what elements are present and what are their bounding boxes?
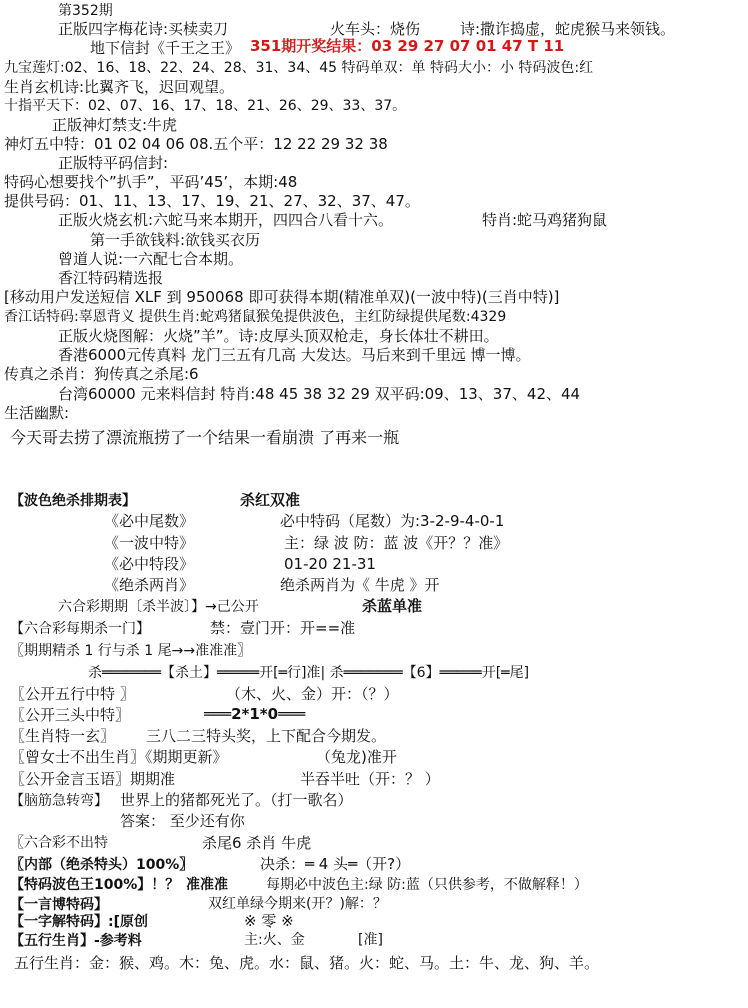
first-hand: 第一手欲钱料:欲钱买衣历 bbox=[90, 231, 261, 249]
lamp-forbidden: 正版神灯禁支:牛虎 bbox=[52, 116, 178, 134]
madam-zeng-label: 〖曾女士不出生肖〗《期期更新》 bbox=[10, 748, 228, 766]
madam-zeng-value: （兔龙)准开 bbox=[316, 748, 397, 766]
kill-two-value: 绝杀两肖为《 牛虎 》开 bbox=[280, 576, 440, 594]
wave-table-title: 【波色绝杀排期表】 bbox=[10, 493, 136, 509]
xiangjiang-code: 香江话特码:辜恩背义 提供生肖:蛇鸡猪鼠猴兔提供波色，主红防绿提供尾数:4329 bbox=[4, 309, 507, 325]
fax-kill: 传真之杀肖：狗传真之杀尾:6 bbox=[4, 365, 199, 383]
half-wave-label: 六合彩期期〔杀半波〕】→己公开 bbox=[58, 599, 259, 615]
internal-kill-value: 决杀：═ 4 头═（开?） bbox=[260, 855, 411, 873]
zodiac-mystery-label: 〖生肖特一玄〗 bbox=[10, 727, 116, 745]
no-special-label: 〖六合彩不出特 bbox=[10, 835, 108, 851]
kill-element-row: 杀═══════【杀土】═════开[═行]准| 杀═══════【6】═════开[═尾] bbox=[88, 665, 530, 681]
five-elements-label: 〖公开五行中特 〗 bbox=[10, 685, 135, 703]
special-zodiac: 特肖:蛇马鸡猪狗鼠 bbox=[482, 211, 608, 229]
envelope-title: 正版特平码信封: bbox=[58, 154, 169, 172]
golden-words-label: 〖公开金言玉语〗期期准 bbox=[10, 770, 176, 788]
sms-line: [移动用户发送短信 XLF 到 950068 即可获得本期(精准单双)(一波中特)(三肖中特)] bbox=[4, 288, 560, 306]
plum-poem: 正版四字梅花诗:买椟卖刀 bbox=[58, 20, 229, 38]
poem-line: 诗:撒诈捣虚，蛇虎猴马来领钱。 bbox=[460, 20, 676, 38]
daoren-said: 曾道人说:一六配七合本期。 bbox=[58, 250, 244, 268]
xiangjiang-title: 香江特码精选报 bbox=[58, 269, 164, 287]
humor-joke: 今天哥去捞了漂流瓶捞了一个结果一看崩溃 了再来一瓶 bbox=[10, 428, 400, 447]
lamp-five: 神灯五中特：01 02 04 06 08.五个平：12 22 29 32 38 bbox=[4, 135, 388, 153]
wave-king-label: 【特码波色王100%】！？ bbox=[10, 877, 180, 893]
wave-king-accurate: 准准准 bbox=[186, 877, 228, 893]
provided-numbers: 提供号码：01、11、13、17、19、21、27、32、37、47。 bbox=[4, 192, 420, 210]
kill-door-value: 禁：壹门开：开==准 bbox=[210, 619, 356, 637]
wave-king-value: 每期必中波色主:绿 防:蓝（只供参考，不做解释！） bbox=[266, 877, 588, 893]
must-tail-label: 《必中尾数》 bbox=[104, 512, 195, 530]
fire-mystery: 正版火烧玄机:六蛇马来本期开，四四合八看十六。 bbox=[58, 211, 394, 229]
five-zodiac-main: 主:火、金 bbox=[244, 932, 305, 948]
internal-kill-label: 〖内部（绝杀特头）100%〗 bbox=[10, 857, 194, 873]
must-tail-value: 必中特码（尾数）为:3-2-9-4-0-1 bbox=[280, 512, 505, 530]
three-head-value: ═══2*1*0═══ bbox=[204, 705, 306, 723]
one-word-value: 双红单绿今期来(开？)解：？ bbox=[208, 896, 387, 912]
kill-row-tail: 〖期期精杀 1 行与杀 1 尾→→准准准〗 bbox=[10, 643, 252, 659]
riddle-question: 世界上的猪都死光了。（打一歌名） bbox=[120, 791, 353, 809]
one-wave-label: 《一波中特》 bbox=[104, 534, 195, 552]
one-char-label: 【一字解特码】:[原创 bbox=[10, 914, 148, 930]
nine-lotus-lamp: 九宝莲灯:02、16、18、22、24、28、31、34、45 特码单双：单 特码大小：小 特码波色:红 bbox=[4, 60, 594, 76]
issue-number: 第352期 bbox=[58, 3, 113, 19]
zodiac-poem: 生肖玄机诗:比翼齐飞，迟回观望。 bbox=[4, 78, 235, 96]
riddle-label: 【脑筋急转弯】 bbox=[10, 793, 108, 809]
lottery-result: 351期开奖结果：03 29 27 07 01 47 T 11 bbox=[250, 37, 565, 55]
hk-fax: 香港6000元传真料 龙门三五有几高 大发达。马后来到千里远 博一博。 bbox=[58, 346, 531, 364]
segment-value: 01-20 21-31 bbox=[284, 555, 376, 573]
underground-envelope: 地下信封《千王之王》 bbox=[90, 39, 241, 57]
kill-door-label: 【六合彩每期杀一门】 bbox=[10, 621, 150, 637]
five-zodiac-accurate: [准] bbox=[358, 932, 383, 948]
taiwan-line: 台湾60000 元来料信封 特肖:48 45 38 32 29 双平码:09、13、37、42、44 bbox=[58, 385, 581, 403]
five-zodiac-list: 五行生肖：金：猴、鸡。木：兔、虎。水：鼠、猪。火：蛇、马。土：牛、龙、狗、羊。 bbox=[14, 954, 600, 972]
fire-diagram: 正版火烧图解：火烧”羊”。诗:皮厚头顶双枪走，身长体壮不耕田。 bbox=[58, 327, 499, 345]
special-code-line: 特码心想要找个”扒手”，平码’45’，本期:48 bbox=[4, 173, 298, 191]
no-special-value: 杀尾6 杀肖 牛虎 bbox=[202, 834, 312, 852]
five-zodiac-label: 【五行生肖】-参考料 bbox=[10, 933, 142, 949]
kill-blue: 杀蓝单准 bbox=[362, 597, 423, 615]
train-head: 火车头：烧伤 bbox=[330, 20, 421, 38]
one-char-value: ※ 零 ※ bbox=[244, 912, 294, 930]
humor-title: 生活幽默: bbox=[4, 404, 70, 422]
segment-label: 《必中特段》 bbox=[104, 555, 195, 573]
one-wave-value: 主：绿 波 防：蓝 波《开？？准》 bbox=[284, 534, 509, 552]
kill-two-label: 《绝杀两肖》 bbox=[104, 576, 195, 594]
golden-words-value: 半吞半吐（开：？ ） bbox=[300, 770, 440, 788]
riddle-answer: 答案： 至少还有你 bbox=[120, 812, 245, 830]
kill-red: 杀红双准 bbox=[240, 491, 301, 509]
one-word-label: 【一言博特码】 bbox=[10, 897, 108, 913]
five-elements-value: （木、火、金）开：（？） bbox=[226, 685, 399, 703]
zodiac-mystery-value: 三八二三特头奖，上下配合今期发。 bbox=[146, 727, 387, 745]
ten-fingers: 十指平天下：02、07、16、17、18、21、26、29、33、37。 bbox=[4, 98, 407, 114]
three-head-label: 〖公开三头中特〗 bbox=[10, 706, 131, 724]
